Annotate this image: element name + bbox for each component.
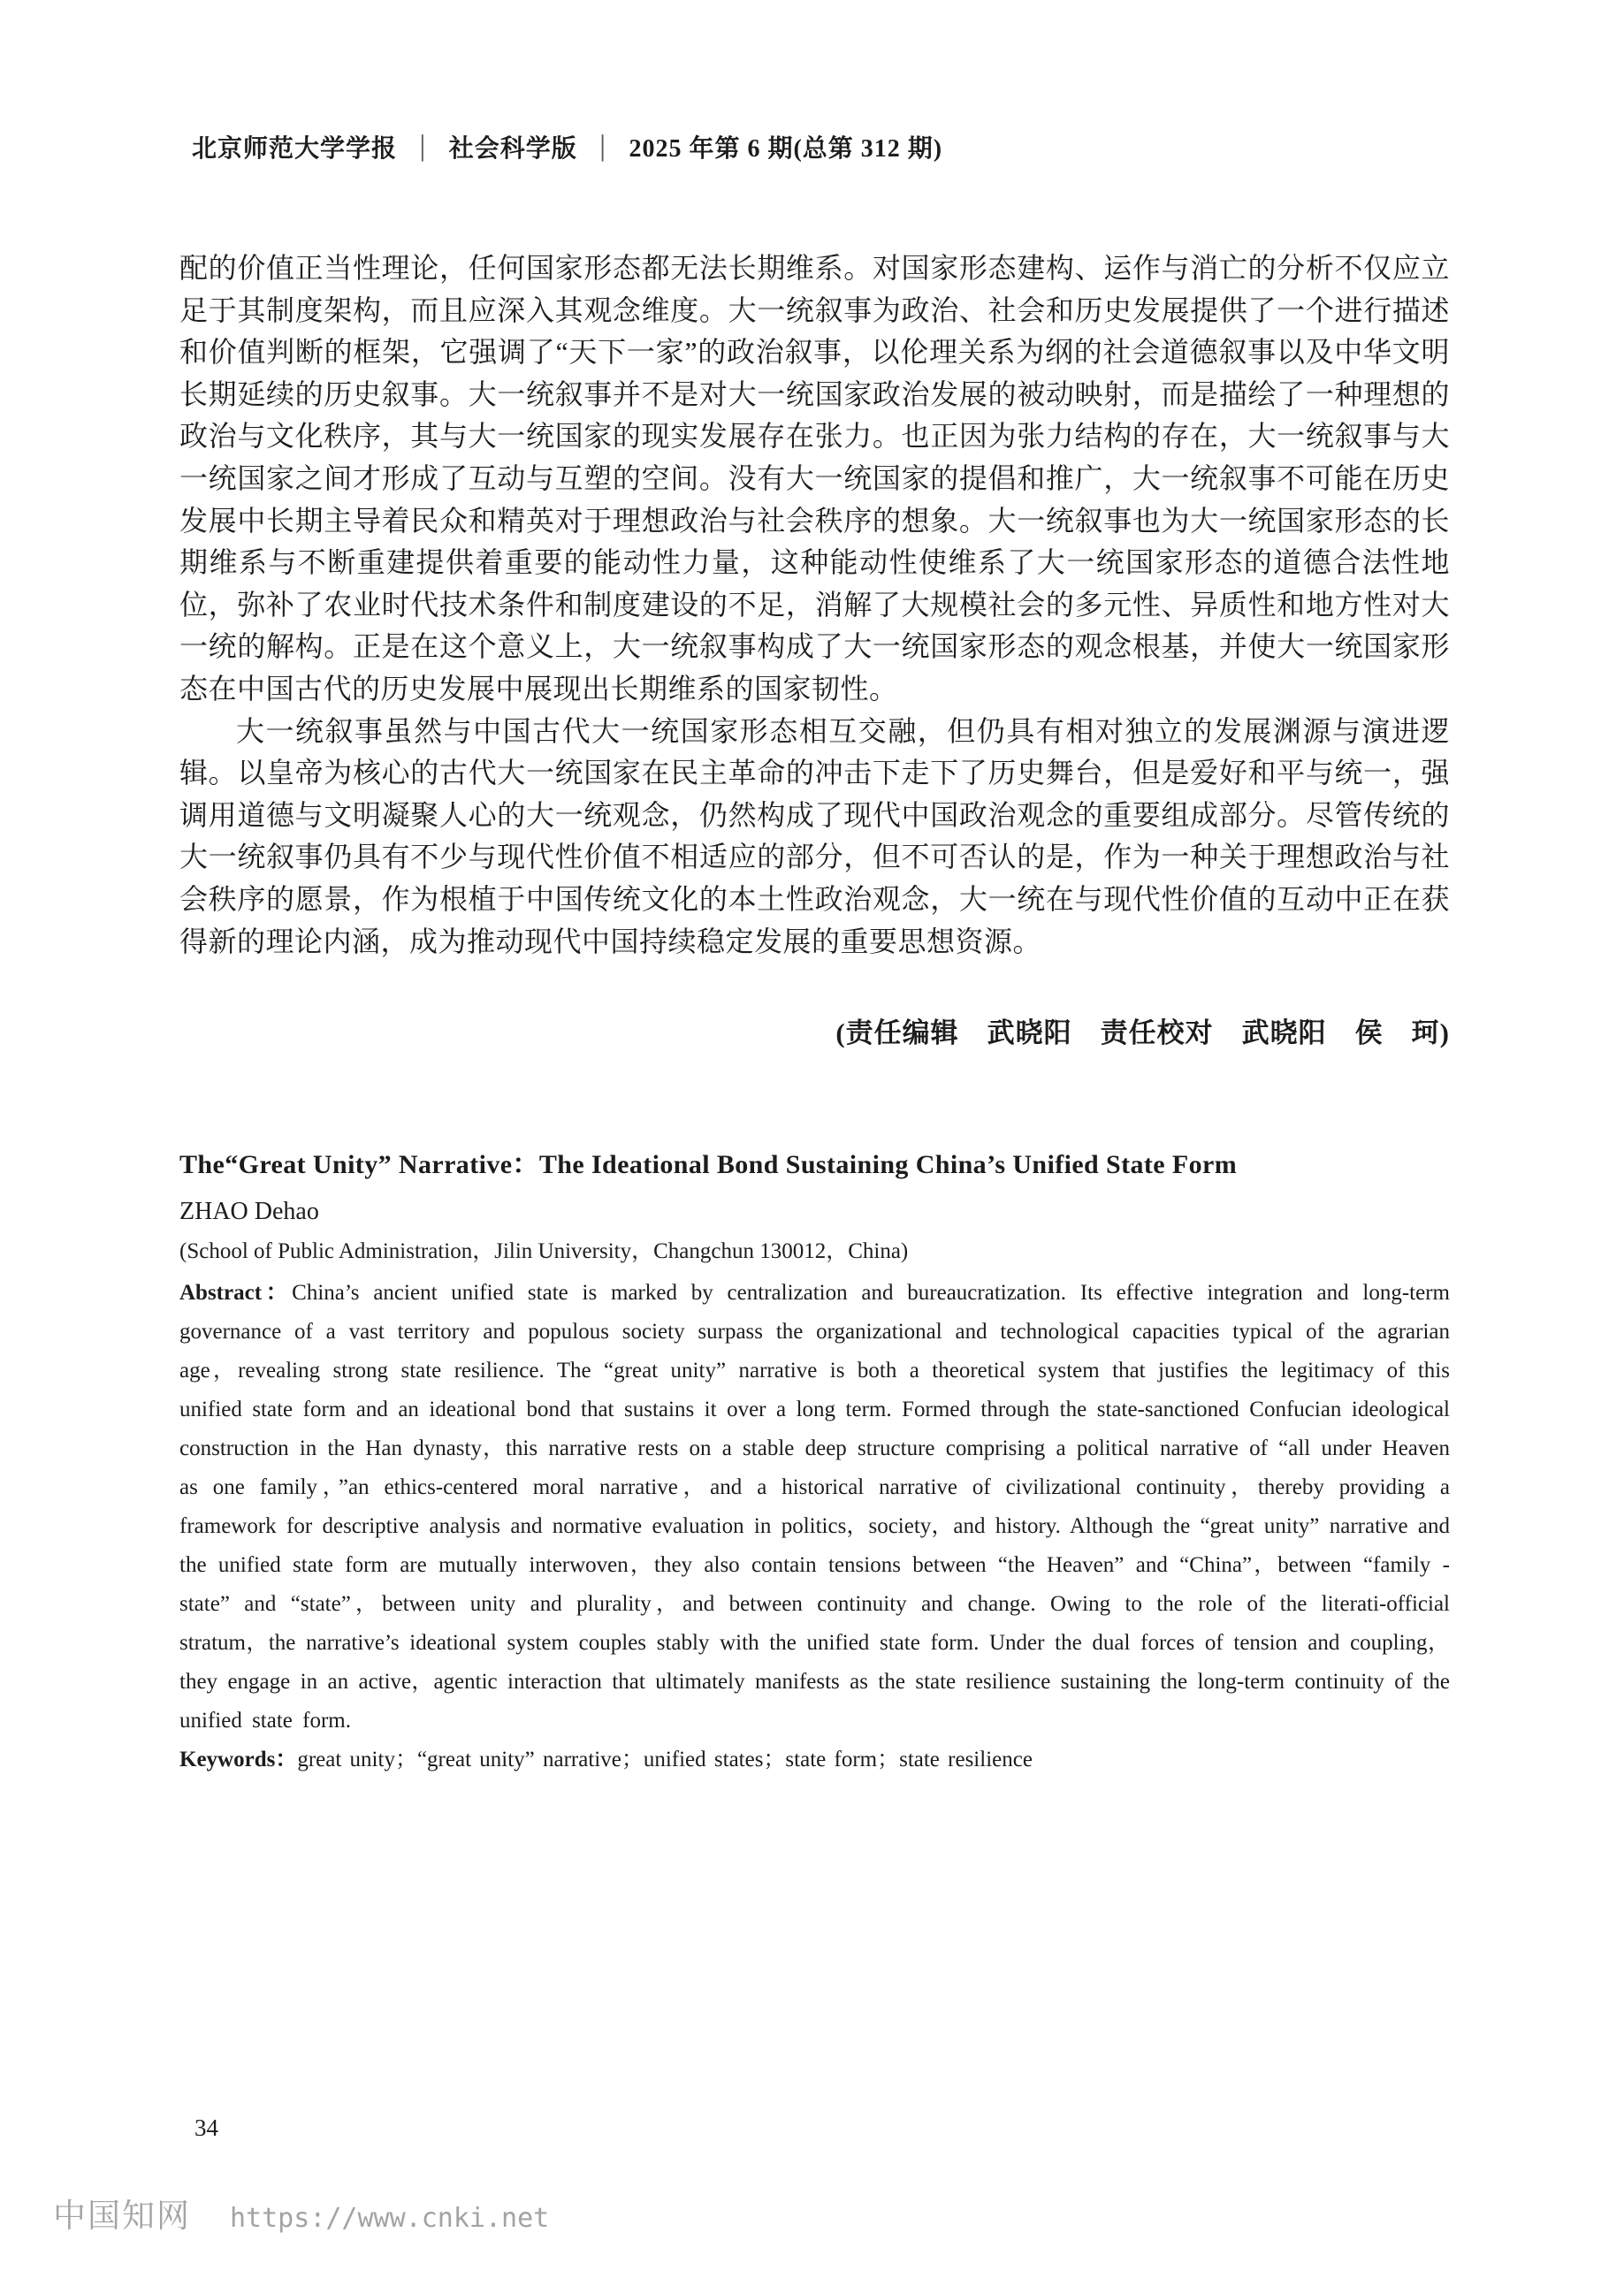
journal-issue: 2025 年第 6 期(总第 312 期) [629,135,943,163]
abstract-colon: ： [262,1281,293,1305]
author-name: ZHAO Dehao [179,1198,319,1225]
keywords-text: great unity；“great unity” narrative；unified states；state form；state resilience [297,1748,1033,1771]
abstract-paragraph [179,1274,1450,1741]
abstract-label: Abstract [179,1281,263,1305]
english-back-matter [179,1149,1450,1779]
header-separator-2: │ [594,136,612,160]
editor-note: (责任编辑 武晓阳 责任校对 武晓阳 侯 珂) [835,1017,1450,1048]
journal-title: 北京师范大学学报 [192,135,398,163]
author-affiliation: (School of Public Administration，Jilin University，Changchun 130012，China) [179,1239,909,1263]
journal-edition: 社会科学版 [448,135,577,163]
cnki-watermark-text: 中国知网 [53,2198,191,2235]
cnki-watermark [53,2189,549,2236]
header-separator-1: │ [415,136,431,160]
body-paragraph-closing: 大一统叙事虽然与中国古代大一统国家形态相互交融，但仍具有相对独立的发展渊源与演进逻辑。以皇帝为核心的古代大一统国家在民主革命的冲击下走下了历史舞台，但是爱好和平与统一，强调用道德与文明凝聚人心的大一统观念，仍然构成了现代中国政治观念的重要组成部分。尽管传统的大一统叙事仍具有不少与现代性价值不相适应的部分，但不可否认的是，作为一种关于理想政治与社会秩序的愿景，作为根植于中国传统文化的本土性政治观念，大一统在与现代性价值的互动中正在获得新的理论内涵，成为推动现代中国持续稳定发展的重要思想资源。 [179,714,1450,957]
cnki-url: https://www.cnki.net [230,2203,550,2234]
running-head [192,129,942,164]
chinese-body [179,248,1450,963]
english-title: The“Great Unity” Narrative：The Ideational Bond Sustaining China’s Unified State Form [179,1150,1238,1179]
page-number: 34 [194,2114,218,2141]
keywords-paragraph [179,1741,1450,1779]
body-paragraph-continued: 配的价值正当性理论，任何国家形态都无法长期维系。对国家形态建构、运作与消亡的分析不仅应立足于其制度架构，而且应深入其观念维度。大一统叙事为政治、社会和历史发展提供了一个进行描述和价值判断的框架，它强调了“天下一家”的政治叙事，以伦理关系为纲的社会道德叙事以及中华文明长期延续的历史叙事。大一统叙事并不是对大一统国家政治发展的被动映射，而是描绘了一种理想的政治与文化秩序，其与大一统国家的现实发展存在张力。也正因为张力结构的存在，大一统叙事与大一统国家之间才形成了互动与互塑的空间。没有大一统国家的提倡和推广，大一统叙事不可能在历史发展中长期主导着民众和精英对于理想政治与社会秩序的想象。大一统叙事也为大一统国家形态的长期维系与不断重建提供着重要的能动性力量，这种能动性使维系了大一统国家形态的道德合法性地位，弥补了农业时代技术条件和制度建设的不足，消解了大规模社会的多元性、异质性和地方性对大一统的解构。正是在这个意义上，大一统叙事构成了大一统国家形态的观念根基，并使大一统国家形态在中国古代的历史发展中展现出长期维系的国家韧性。 [179,252,1450,705]
keywords-colon: ： [275,1748,298,1771]
keywords-label: Keywords [179,1748,276,1771]
abstract-text: China’s ancient unified state is marked by centralization and bureaucratization. Its effective integration and long-term governance of a vast territory and populous society surpass the organizational and technological capacities typical of the agrarian age，revealing strong state resilience. The “great unity” narrative is both a theoretical system that justifies the legitimacy of this unified state form and an ideational bond that sustains it over a long term. Formed through the state-sanctioned Confucian ideological construction in the Han dynasty，this narrative rests on a stable deep structure comprising a political narrative of “all under Heaven as one family，”an ethics-centered moral narrative，and a historical narrative of civilizational continuity，thereby providing a framework for descriptive analysis and normative evaluation in politics，society，and history. Although the “great unity” narrative and the unified state form are mutually interwoven，they also contain tensions between “the Heaven” and “China”，between “family - state” and “state”，between unity and plurality，and between continuity and change. Owing to the role of the literati-official stratum，the narrative’s ideational system couples stably with the unified state form. Under the dual forces of tension and coupling，they engage in an active，agentic interaction that ultimately manifests as the state resilience sustaining the long-term continuity of the unified state form. [179,1281,1450,1733]
